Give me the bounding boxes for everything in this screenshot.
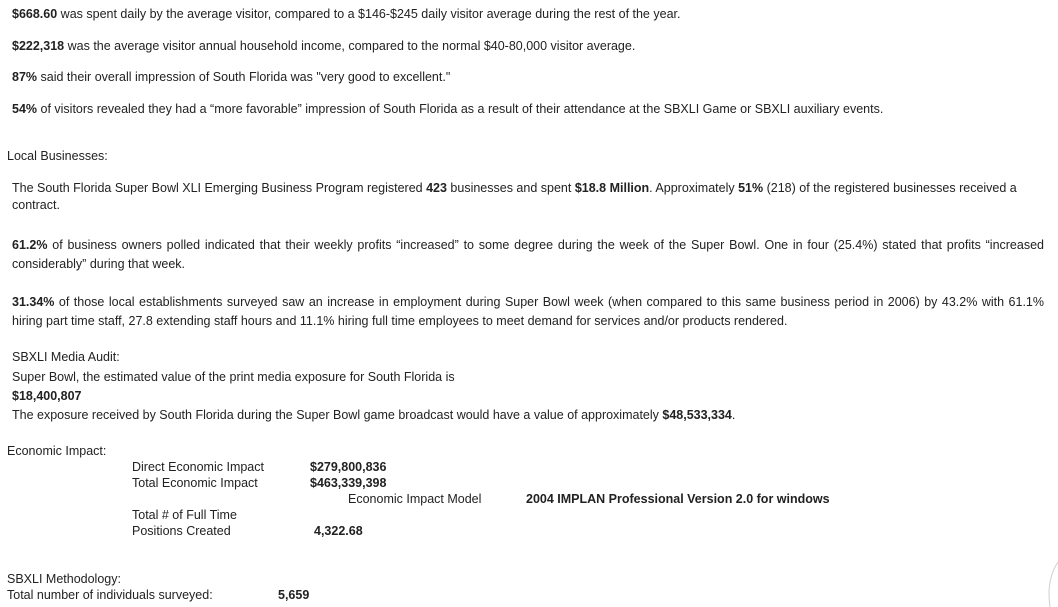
local-businesses-heading: Local Businesses: [7, 149, 108, 163]
print-media-text: Super Bowl, the estimated value of the print media exposure for South Florida is [12, 370, 455, 384]
direct-impact-label: Direct Economic Impact [132, 460, 264, 474]
profits-paragraph [12, 236, 1044, 274]
page-scroll-edge [1044, 560, 1058, 607]
broadcast-period: . [731, 408, 736, 422]
para-text: . Approximately [649, 181, 739, 195]
para-text: businesses and spent [446, 181, 575, 195]
para-value: 423 [426, 181, 447, 195]
positions-value: 4,322.68 [314, 524, 363, 538]
employment-paragraph [12, 293, 1044, 331]
para-value: 31.34% [12, 295, 55, 309]
stat-value: 87% [12, 70, 38, 84]
positions-label-line1: Total # of Full Time [132, 508, 237, 522]
impact-model-value: 2004 IMPLAN Professional Version 2.0 for windows [526, 492, 830, 506]
stat-value: $222,318 [12, 39, 65, 53]
economic-impact-heading: Economic Impact: [7, 444, 107, 458]
stat-value: 54% [12, 102, 38, 116]
direct-impact-value: $279,800,836 [310, 460, 387, 474]
surveyed-value: 5,659 [278, 588, 310, 602]
methodology-heading: SBXLI Methodology: [7, 572, 121, 586]
stat-text: was the average visitor annual household income, compared to the normal $40-80,000 visitor average. [64, 39, 636, 53]
para-value: $18.8 Million [574, 181, 650, 195]
broadcast-exposure-line [12, 408, 735, 422]
stat-household-income [12, 39, 635, 53]
stat-text: of visitors revealed they had a “more favorable” impression of South Florida as a result of their attendance at the SBXLI Game or SBXLI auxiliary events. [37, 102, 884, 116]
para-value: 61.2% [12, 238, 48, 252]
stat-daily-spend [12, 7, 680, 21]
stat-text: said their overall impression of South Florida was "very good to excellent." [37, 70, 451, 84]
emerging-business-paragraph [12, 180, 1044, 214]
para-text: (218) of the registered businesses received a contract. [12, 181, 1017, 212]
total-impact-value: $463,339,398 [310, 476, 387, 490]
broadcast-text: The exposure received by South Florida during the Super Bowl game broadcast would have a value of approximately [12, 408, 663, 422]
broadcast-value: $48,533,334 [662, 408, 732, 422]
surveyed-label: Total number of individuals surveyed: [7, 588, 213, 602]
stat-favorable-impression [12, 102, 883, 116]
print-media-value: $18,400,807 [12, 389, 82, 403]
positions-label-line2: Positions Created [132, 524, 231, 538]
total-impact-label: Total Economic Impact [132, 476, 258, 490]
para-text: of business owners polled indicated that their weekly profits “increased” to some degree during the week of the Super Bowl. One in four (25.4%) stated that profits “increased considerably” during that week. [12, 238, 1044, 271]
impact-model-label: Economic Impact Model [348, 492, 482, 506]
para-value: 51% [738, 181, 764, 195]
stat-value: $668.60 [12, 7, 58, 21]
para-text: of those local establishments surveyed saw an increase in employment during Super Bowl week (when compared to this same business period in 2006) by 43.2% with 61.1% hiring part time staff, 27.8 extending staff hours and 11.1% hiring full time employees to meet demand for services and/or products rendered. [12, 295, 1044, 328]
stat-text: was spent daily by the average visitor, compared to a $146-$245 daily visitor average during the rest of the year. [57, 7, 681, 21]
para-text: The South Florida Super Bowl XLI Emerging Business Program registered [12, 181, 427, 195]
stat-overall-impression [12, 70, 450, 84]
media-audit-heading: SBXLI Media Audit: [12, 350, 120, 364]
